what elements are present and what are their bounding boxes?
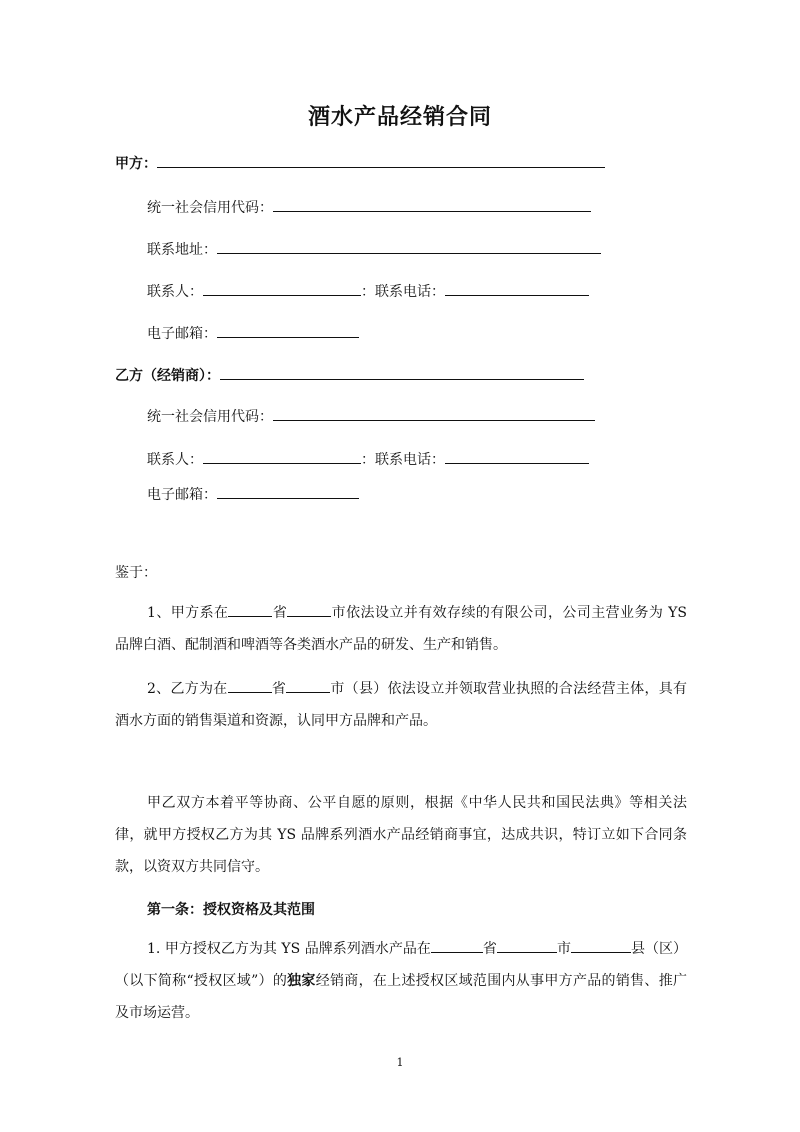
clause-2-province-field[interactable] <box>228 677 272 693</box>
party-a-email-line <box>147 322 359 344</box>
party-b-email-line <box>147 483 359 505</box>
party-b-contact-label: 联系人： <box>147 452 203 468</box>
party-a-phone-label: ：联系电话： <box>361 284 445 300</box>
article-1-item-1-text: 省 <box>482 941 497 957</box>
party-a-address-line <box>147 238 601 260</box>
clause-1-text: 市依法设立并有效存续的有限公司，公司主营业务为 YS 品牌白酒、配制酒和啤酒等各类酒水产品的研发、生产和销售。 <box>115 605 687 653</box>
whereas-label: 鉴于： <box>115 565 157 581</box>
party-b-email-label: 电子邮箱： <box>147 487 217 503</box>
party-b-contact-field[interactable] <box>203 448 361 464</box>
party-b-credit-code-label: 统一社会信用代码： <box>147 409 273 425</box>
clause-2-text: 市（县）依法设立并领取营业执照的合法经营主体，具有酒水方面的销售渠道和资源，认同甲方品牌和产品。 <box>115 681 688 729</box>
article-1-item-1-text: 经销商，在上述授权区域范围内从事甲方产品的销售、推广及市场运营。 <box>115 973 687 1021</box>
party-a-phone-field[interactable] <box>445 280 589 296</box>
article-1-city-field[interactable] <box>497 937 557 953</box>
party-b-phone-label: ：联系电话： <box>361 452 445 468</box>
clause-1-text: 1、甲方系在 <box>147 605 229 621</box>
article-1-item-1-text: 1. 甲方授权乙方为其 YS 品牌系列酒水产品在 <box>147 941 431 957</box>
whereas-clause-2 <box>115 673 687 737</box>
party-a-address-label: 联系地址： <box>147 242 217 258</box>
party-a-contact-line <box>147 280 589 302</box>
party-a-credit-code-label: 统一社会信用代码： <box>147 200 273 216</box>
party-b-credit-code-field[interactable] <box>273 405 595 421</box>
party-a-credit-code-line <box>147 196 591 218</box>
whereas-clause-1 <box>115 597 687 661</box>
party-a-address-field[interactable] <box>217 238 601 254</box>
party-a-contact-label: 联系人： <box>147 284 203 300</box>
clause-1-city-field[interactable] <box>287 601 331 617</box>
article-1-item-1-text: 市 <box>556 941 571 957</box>
preamble-paragraph: 甲乙双方本着平等协商、公平自愿的原则，根据《中华人民共和国民法典》等相关法律，就甲方授权乙方为其 YS 品牌系列酒水产品经销商事宜，达成共识，特订立如下合同条款，以资双方共同信守。 <box>115 795 687 875</box>
page-number: 1 <box>396 1056 404 1069</box>
party-a-email-label: 电子邮箱： <box>147 326 217 342</box>
party-a-label: 甲方： <box>115 156 157 172</box>
party-b-contact-line <box>147 448 589 470</box>
party-a-name-field[interactable] <box>157 152 605 168</box>
party-a-contact-field[interactable] <box>203 280 361 296</box>
clause-2-text: 2、乙方为在 <box>147 681 228 697</box>
party-b-email-field[interactable] <box>217 483 359 499</box>
clause-1-text: 省 <box>272 605 288 621</box>
exclusive-emphasis: 独家 <box>287 973 316 989</box>
article-1-heading: 第一条：授权资格及其范围 <box>147 902 315 918</box>
party-b-name-field[interactable] <box>220 364 584 380</box>
page-title: 酒水产品经销合同 <box>307 105 492 130</box>
party-a-email-field[interactable] <box>217 322 359 338</box>
article-1-item-1-text: 县（区）（以下简称“授权区域”）的 <box>115 941 688 989</box>
clause-1-province-field[interactable] <box>228 601 272 617</box>
article-1-province-field[interactable] <box>431 937 483 953</box>
party-b-line <box>115 364 584 386</box>
party-a-credit-code-field[interactable] <box>273 196 591 212</box>
party-b-credit-code-line <box>147 405 595 427</box>
clause-2-city-field[interactable] <box>286 677 330 693</box>
party-b-label: 乙方（经销商）： <box>115 368 220 384</box>
party-b-phone-field[interactable] <box>445 448 589 464</box>
party-a-line <box>115 152 605 174</box>
article-1-county-field[interactable] <box>571 937 631 953</box>
article-1-item-1 <box>115 933 687 1029</box>
clause-2-text: 省 <box>271 681 287 697</box>
